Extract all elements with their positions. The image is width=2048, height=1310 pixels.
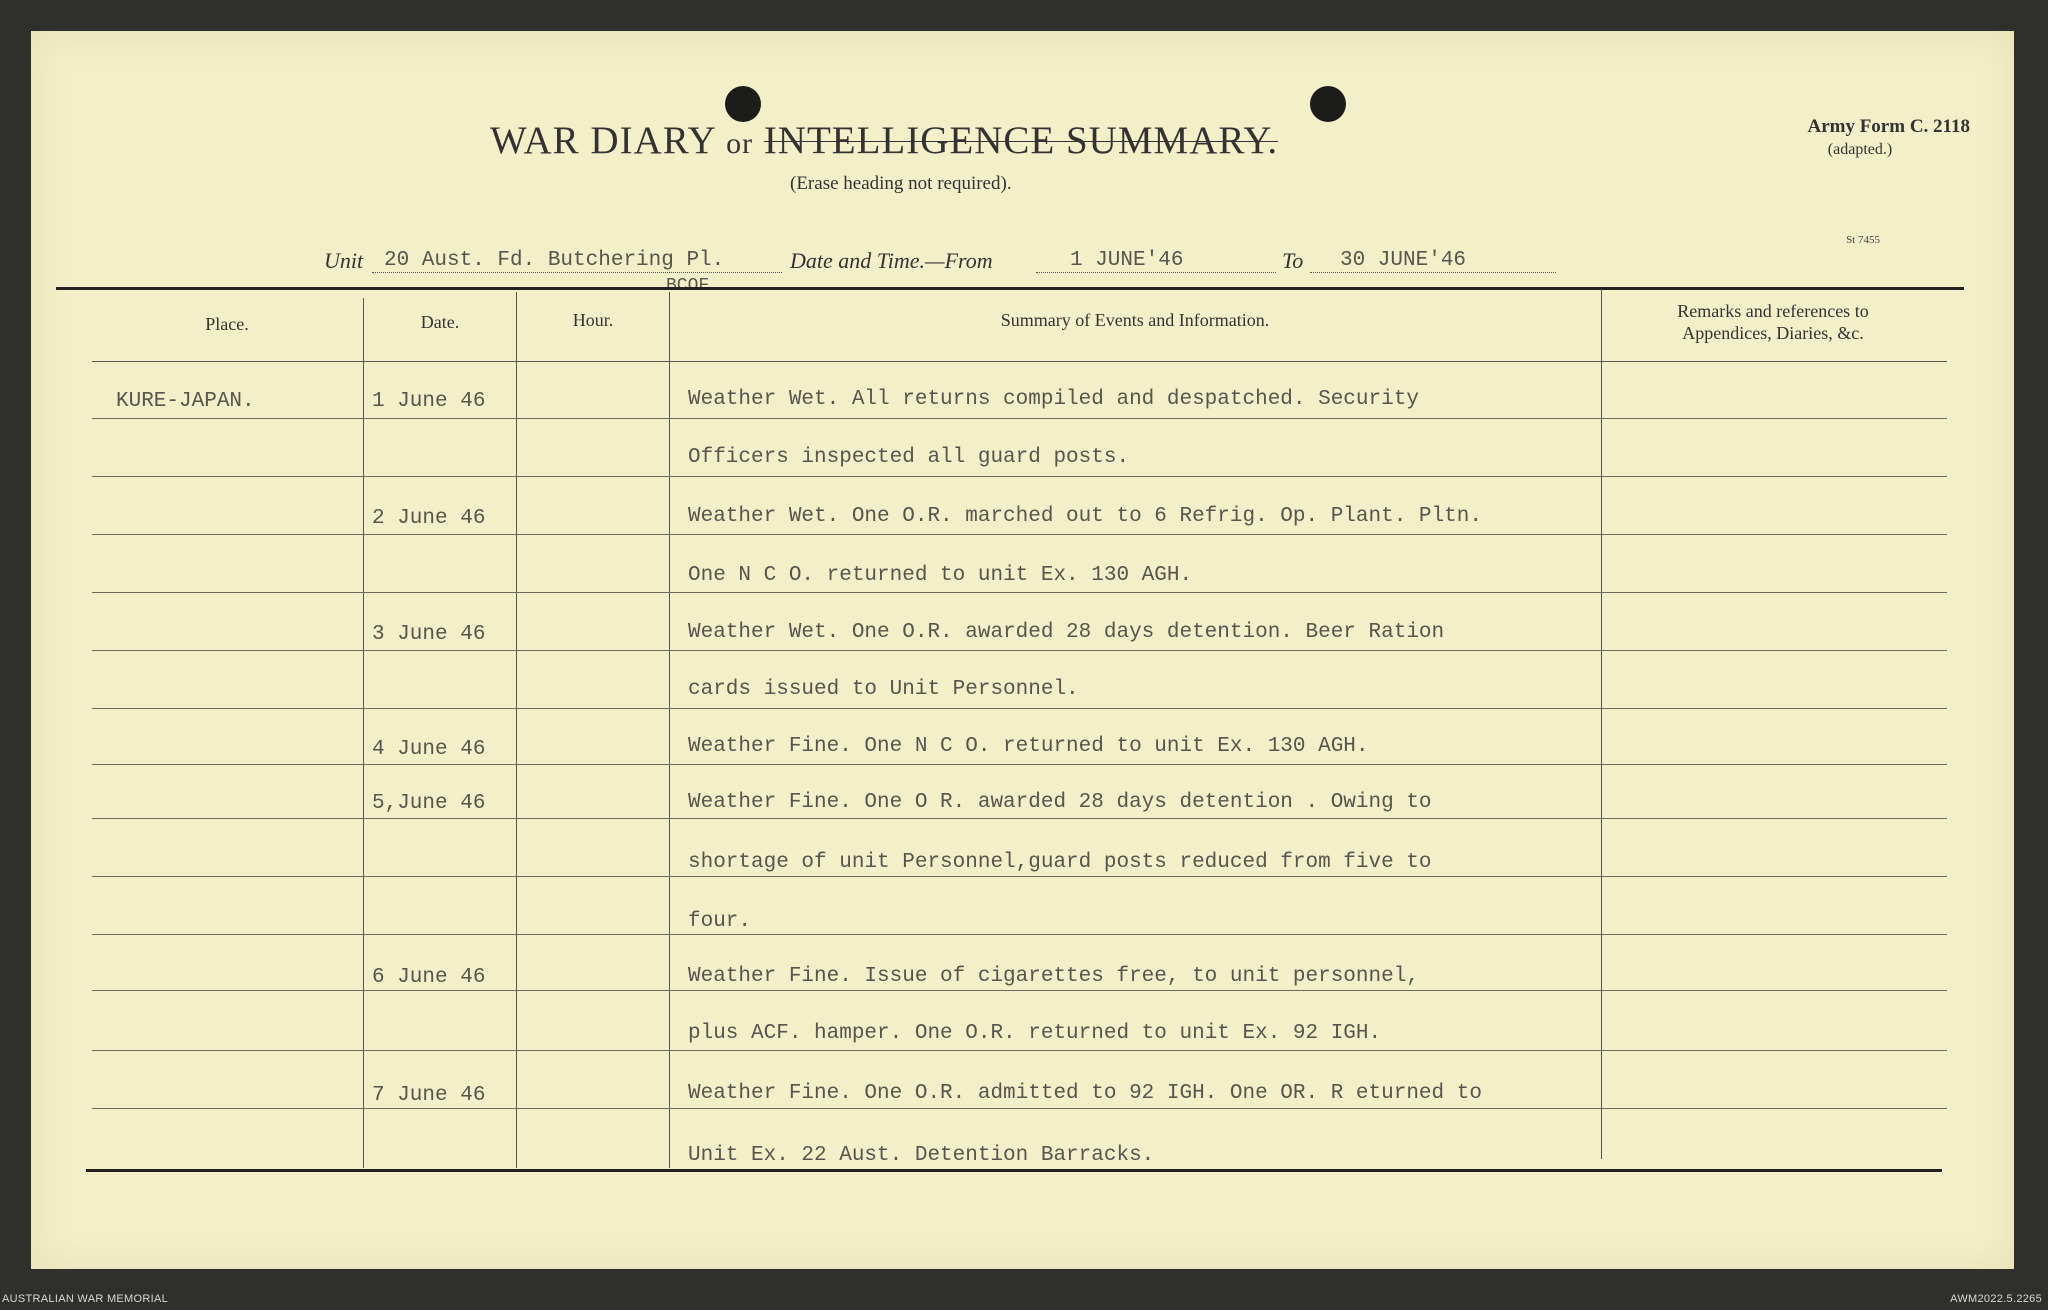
row-6-line-1: Weather Fine. Issue of cigarettes free, to unit personnel, (688, 965, 1419, 988)
title-or: or (726, 127, 754, 160)
row-5-line-1: Weather Fine. One O R. awarded 28 days detention . Owing to (688, 791, 1432, 814)
row-2-line-1: Weather Wet. One O.R. marched out to 6 Refrig. Op. Plant. Pltn. (688, 505, 1482, 528)
punch-hole-right (1310, 86, 1346, 122)
table-top-rule (56, 287, 1964, 290)
unit-value: 20 Aust. Fd. Butchering Pl. (384, 249, 725, 272)
col-header-remarks (1603, 300, 1943, 344)
col-header-hour: Hour. (572, 310, 614, 330)
title-intelligence-summary: INTELLIGENCE SUMMARY. (763, 119, 1279, 162)
ruled-line (92, 934, 1947, 935)
ruled-line (92, 990, 1947, 991)
row-1-place: KURE-JAPAN. (116, 390, 255, 413)
col-header-remarks-line1: Remarks and references to (1677, 301, 1869, 321)
row-5-date: 5,June 46 (372, 792, 486, 815)
header-rule (92, 361, 1947, 362)
col-header-date: Date. (420, 312, 460, 332)
col-divider-date (516, 292, 517, 1168)
row-3-line-2: cards issued to Unit Personnel. (688, 678, 1079, 701)
title-war-diary: WAR DIARY (490, 119, 716, 162)
row-7-date: 7 June 46 (372, 1084, 486, 1107)
unit-value-line2: BCOF. (666, 276, 721, 296)
ruled-line (92, 876, 1947, 877)
ruled-line (92, 1050, 1947, 1051)
row-6-line-2: plus ACF. hamper. One O.R. returned to unit Ex. 92 IGH. (688, 1022, 1382, 1045)
row-5-line-3: four. (688, 910, 752, 933)
row-4-line-1: Weather Fine. One N C O. returned to unit Ex. 130 AGH. (688, 735, 1369, 758)
col-divider-hour (669, 292, 670, 1168)
ruled-line (92, 418, 1947, 419)
table-bottom-rule (86, 1169, 1942, 1172)
unit-label: Unit (324, 248, 364, 273)
ruled-line (92, 818, 1947, 819)
ruled-line (92, 764, 1947, 765)
row-5-line-2: shortage of unit Personnel,guard posts reduced from five to (688, 851, 1432, 874)
date-time-label: Date and Time.—From (790, 248, 993, 273)
row-1-date: 1 June 46 (372, 390, 486, 413)
row-6-date: 6 June 46 (372, 966, 486, 989)
col-divider-summary (1601, 289, 1602, 1159)
subtitle-erase-heading: (Erase heading not required). (790, 173, 1012, 194)
ruled-line (92, 592, 1947, 593)
col-header-remarks-line2: Appendices, Diaries, &c. (1682, 323, 1864, 343)
punch-hole-left (725, 86, 761, 122)
col-divider-place (363, 298, 364, 1168)
unit-dotted-line (372, 272, 782, 273)
row-3-date: 3 June 46 (372, 623, 486, 646)
col-header-summary: Summary of Events and Information. (1000, 310, 1270, 330)
row-3-line-1: Weather Wet. One O.R. awarded 28 days detention. Beer Ration (688, 621, 1445, 644)
to-label: To (1282, 248, 1304, 273)
ruled-line (92, 534, 1947, 535)
row-1-line-1: Weather Wet. All returns compiled and despatched. Security (688, 388, 1419, 411)
from-dotted-line (1036, 272, 1276, 273)
from-date-value: 1 JUNE'46 (1070, 249, 1184, 272)
footer-accession-number: AWM2022.5.2265 (1950, 1293, 2042, 1305)
army-form-number: Army Form C. 2118 (1807, 116, 1970, 137)
row-7-line-1: Weather Fine. One O.R. admitted to 92 IGH. One OR. R eturned to (688, 1082, 1482, 1105)
to-dotted-line (1310, 272, 1556, 273)
ruled-line (92, 1108, 1947, 1109)
ruled-line (92, 708, 1947, 709)
army-form-adapted: (adapted.) (1827, 141, 1893, 158)
row-1-line-2: Officers inspected all guard posts. (688, 446, 1130, 469)
row-7-line-2: Unit Ex. 22 Aust. Detention Barracks. (688, 1144, 1155, 1167)
document-title (490, 118, 1390, 163)
row-2-date: 2 June 46 (372, 507, 486, 530)
stationery-number: St 7455 (1846, 234, 1880, 246)
row-4-date: 4 June 46 (372, 738, 486, 761)
to-date-value: 30 JUNE'46 (1340, 249, 1467, 272)
ruled-line (92, 476, 1947, 477)
footer-institution: AUSTRALIAN WAR MEMORIAL (2, 1293, 169, 1305)
row-2-line-2: One N C O. returned to unit Ex. 130 AGH. (688, 564, 1193, 587)
ruled-line (92, 650, 1947, 651)
col-header-place: Place. (205, 314, 249, 334)
